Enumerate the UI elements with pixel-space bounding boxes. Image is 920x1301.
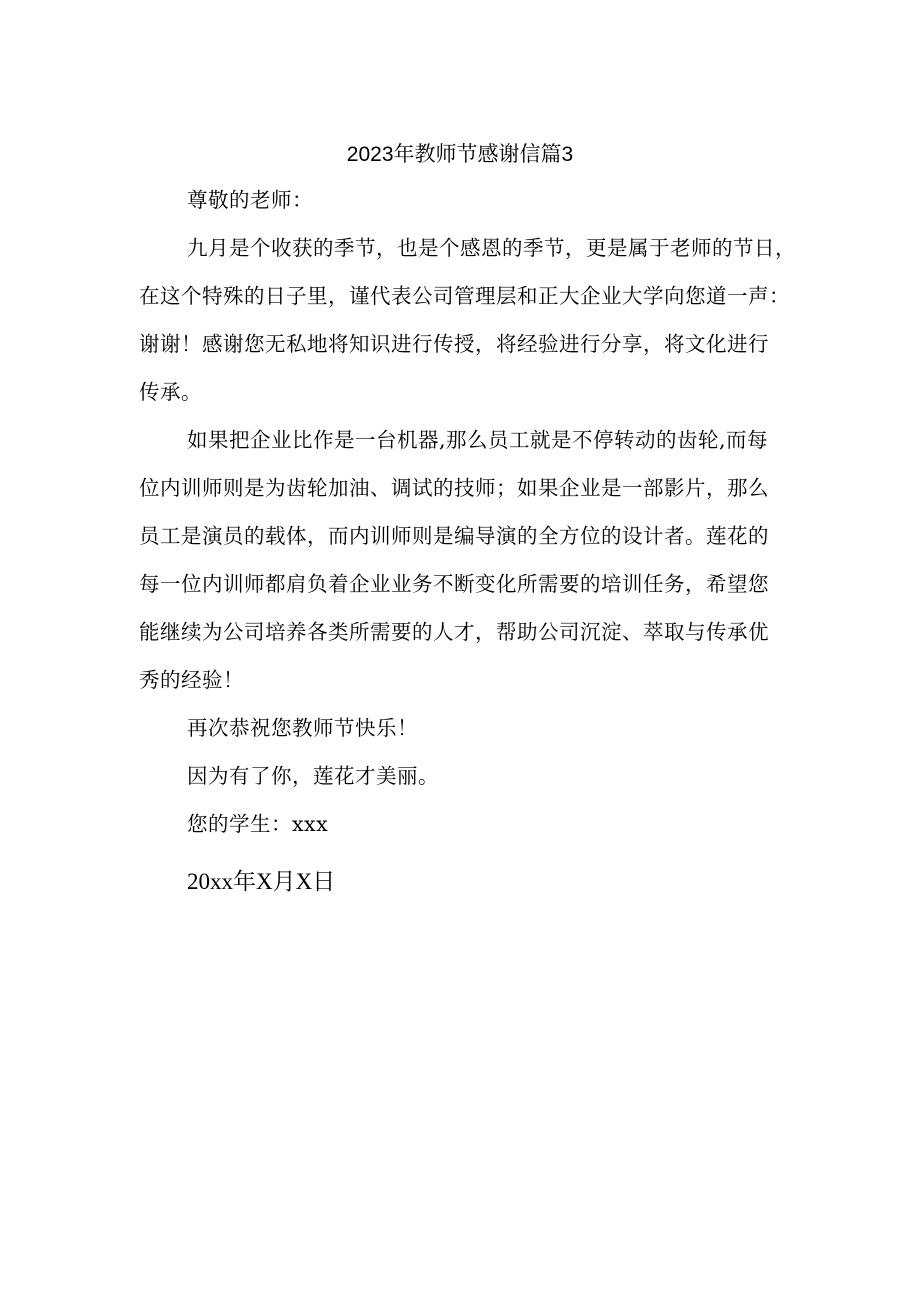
closing-line: 因为有了你，莲花才美丽。 — [187, 764, 439, 788]
paragraph-2-line: 能继续为公司培养各类所需要的人才，帮助公司沉淀、萃取与传承优 — [139, 620, 769, 644]
paragraph-2-line: 员工是演员的载体，而内训师则是编导演的全方位的设计者。莲花的 — [139, 524, 769, 548]
paragraph-2-line: 如果把企业比作是一台机器,那么员工就是不停转动的齿轮,而每 — [187, 428, 769, 452]
document-title: 2023年教师节感谢信篇3 — [346, 143, 574, 166]
paragraph-1-line: 九月是个收获的季节，也是个感恩的季节，更是属于老师的节日， — [187, 236, 796, 260]
salutation: 尊敬的老师： — [187, 188, 313, 212]
letter-date: 20xx年X月X日 — [187, 869, 336, 894]
paragraph-2-line: 位内训师则是为齿轮加油、调试的技师；如果企业是一部影片，那么 — [139, 476, 769, 500]
closing-wish: 再次恭祝您教师节快乐！ — [187, 716, 418, 740]
paragraph-1-line: 谢谢！感谢您无私地将知识进行传授，将经验进行分享，将文化进行 — [139, 332, 769, 356]
paragraph-1-line: 在这个特殊的日子里，谨代表公司管理层和正大企业大学向您道一声： — [139, 284, 790, 308]
signature: 您的学生：xxx — [187, 812, 329, 836]
paragraph-2-line: 秀的经验！ — [139, 668, 244, 692]
paragraph-2-line: 每一位内训师都肩负着企业业务不断变化所需要的培训任务，希望您 — [139, 572, 769, 596]
paragraph-1-line: 传承。 — [139, 380, 202, 404]
